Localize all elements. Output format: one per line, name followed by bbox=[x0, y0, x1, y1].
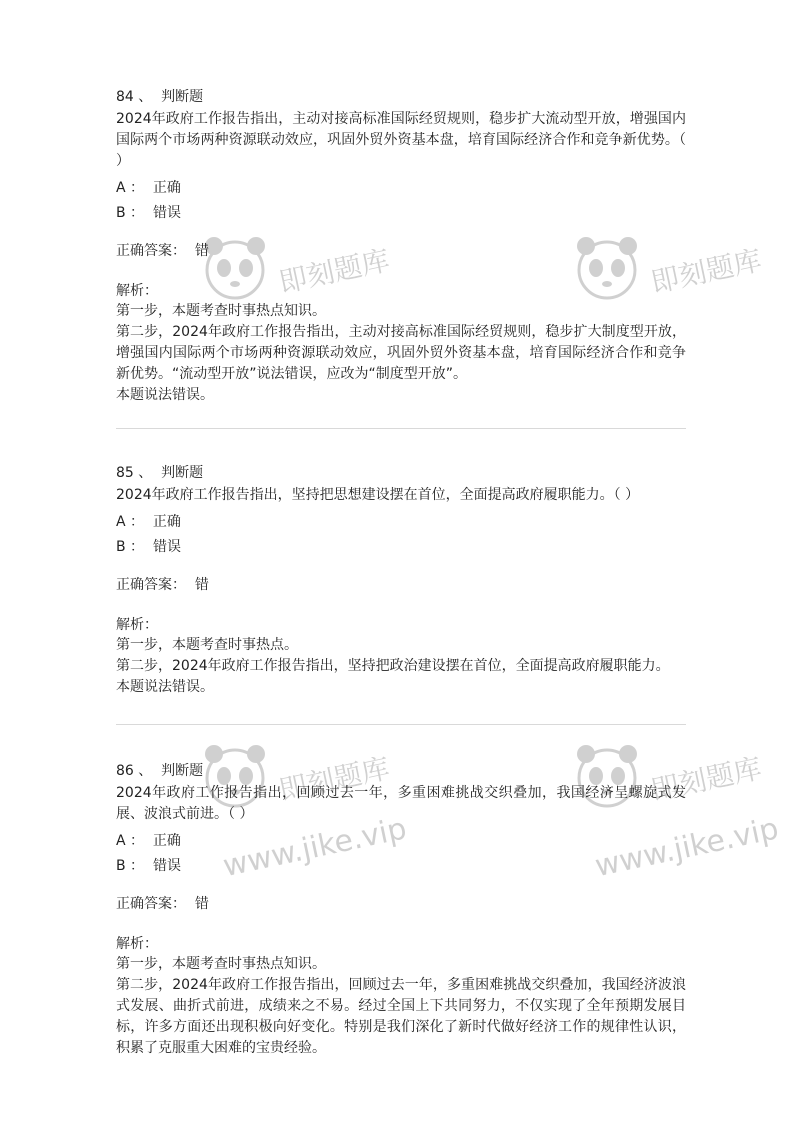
correct-answer: 正确答案： 错 bbox=[116, 577, 209, 593]
question-text: 2024年政府工作报告指出，回顾过去一年，多重困难挑战交织叠加，我国经济呈螺旋式发展、波浪式前进。（ ） bbox=[116, 785, 686, 822]
analysis-step-1: 第一步，本题考查时事热点知识。 bbox=[116, 303, 326, 319]
question-86 bbox=[116, 761, 686, 1059]
watermark-name: 即刻题库 bbox=[648, 243, 765, 300]
watermark-url: www.jike.vip bbox=[220, 811, 410, 885]
question-header: 84 、 判断题 bbox=[116, 89, 204, 105]
analysis-label: 解析： bbox=[116, 617, 158, 633]
question-84 bbox=[116, 87, 686, 406]
watermark-url: www.jike.vip bbox=[592, 811, 782, 885]
correct-answer: 正确答案： 错 bbox=[116, 896, 209, 912]
watermark-name: 即刻题库 bbox=[276, 243, 393, 300]
analysis-step-1: 第一步，本题考查时事热点。 bbox=[116, 637, 298, 653]
analysis-step-2: 第二步，2024年政府工作报告指出，坚持把政治建设摆在首位，全面提高政府履职能力。 bbox=[116, 658, 670, 674]
option-b: B ： 错误 bbox=[116, 539, 181, 555]
option-a: A ： 正确 bbox=[116, 514, 181, 530]
question-text: 2024年政府工作报告指出，主动对接高标准国际经贸规则，稳步扩大流动型开放，增强国内国际两个市场两种资源联动效应，巩固外贸外资基本盘，培育国际经济合作和竞争新优势。（ ） bbox=[116, 111, 686, 169]
analysis-step-2: 第二步，2024年政府工作报告指出，主动对接高标准国际经贸规则，稳步扩大制度型开放，增强国内国际两个市场两种资源联动效应，巩固外贸外资基本盘，培育国际经济合作和竞争新优势。“流动型开放”说法错误，应改为“制度型开放”。 bbox=[116, 324, 686, 382]
option-b: B ： 错误 bbox=[116, 858, 181, 874]
question-header: 85 、 判断题 bbox=[116, 465, 204, 481]
question-text: 2024年政府工作报告指出，坚持把思想建设摆在首位，全面提高政府履职能力。（ ） bbox=[116, 487, 640, 503]
divider bbox=[116, 724, 686, 725]
question-header: 86 、 判断题 bbox=[116, 763, 204, 779]
question-85 bbox=[116, 463, 686, 698]
analysis-conclusion: 本题说法错误。 bbox=[116, 387, 214, 403]
watermark-name: 即刻题库 bbox=[276, 751, 393, 808]
option-a: A ： 正确 bbox=[116, 180, 181, 196]
divider bbox=[116, 428, 686, 429]
correct-answer: 正确答案： 错 bbox=[116, 243, 209, 259]
analysis-label: 解析： bbox=[116, 936, 158, 952]
option-a: A ： 正确 bbox=[116, 833, 181, 849]
analysis-label: 解析： bbox=[116, 283, 158, 299]
watermark-name: 即刻题库 bbox=[648, 751, 765, 808]
analysis-conclusion: 本题说法错误。 bbox=[116, 679, 214, 695]
option-b: B ： 错误 bbox=[116, 205, 181, 221]
analysis-step-2: 第二步，2024年政府工作报告指出，回顾过去一年，多重困难挑战交织叠加，我国经济波浪式发展、曲折式前进，成绩来之不易。经过全国上下共同努力，不仅实现了全年预期发展目标，许多方面还出现积极向好变化。特别是我们深化了新时代做好经济工作的规律性认识，积累了克服重大困难的宝贵经验。 bbox=[116, 977, 686, 1056]
analysis-step-1: 第一步，本题考查时事热点知识。 bbox=[116, 956, 326, 972]
